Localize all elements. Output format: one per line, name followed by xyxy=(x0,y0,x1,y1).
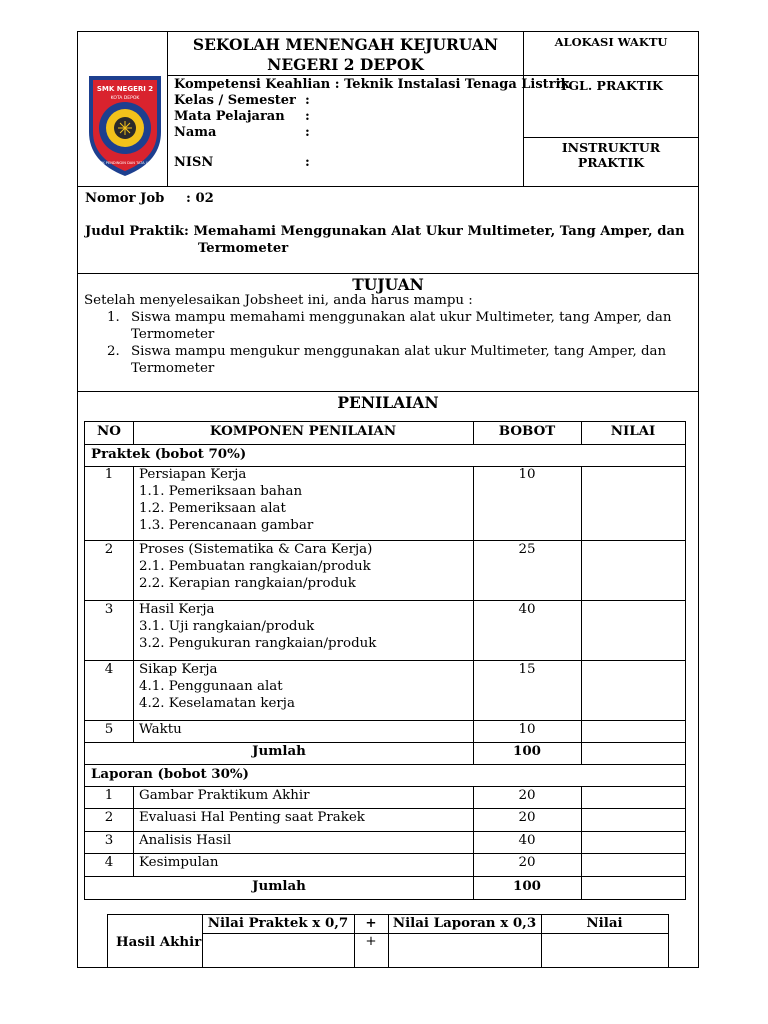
praktek-jumlah-label: Jumlah xyxy=(252,743,306,759)
info-sep: : xyxy=(305,125,310,140)
table-row-sub: 4.1. Penggunaan alat xyxy=(139,679,283,694)
hasil-akhir-label: Hasil Akhir xyxy=(116,934,202,950)
table-row-sub: 3.1. Uji rangkaian/produk xyxy=(139,619,315,634)
table-row-no: 4 xyxy=(104,855,114,870)
nomor-job-label: Nomor Job xyxy=(85,191,165,206)
praktek-section-title: Praktek (bobot 70%) xyxy=(91,446,247,462)
school-logo xyxy=(85,70,165,180)
col-header-komponen: KOMPONEN PENILAIAN xyxy=(209,423,397,439)
info-kompetensi xyxy=(174,77,569,93)
judul-praktik-label: Judul Praktik xyxy=(85,224,185,239)
praktek-jumlah-value: 100 xyxy=(513,743,541,759)
info-sep: : xyxy=(305,109,310,124)
tgl-praktik-label: TGL. PRAKTIK xyxy=(524,76,698,138)
school-title-line1: SEKOLAH MENENGAH KEJURUAN xyxy=(192,35,499,54)
table-row-sub: 4.2. Keselamatan kerja xyxy=(139,696,295,711)
plus-sign: + xyxy=(365,915,377,931)
table-row-no: 3 xyxy=(104,833,114,848)
info-sep: : xyxy=(305,155,310,170)
penilaian-table xyxy=(84,421,686,900)
table-row-bobot: 40 xyxy=(518,602,536,617)
table-row-label: Hasil Kerja xyxy=(139,602,215,617)
table-row-no: 2 xyxy=(104,810,114,825)
penilaian-title: PENILAIAN xyxy=(337,393,439,412)
table-row-sub: 1.2. Pemeriksaan alat xyxy=(139,501,286,516)
col-header-nilai: NILAI xyxy=(610,423,656,439)
school-title xyxy=(168,32,524,76)
tujuan-item-num: 2. xyxy=(107,344,120,359)
col-header-no: NO xyxy=(97,423,121,439)
plus-sign: + xyxy=(365,934,377,949)
tujuan-item-num: 1. xyxy=(107,310,120,325)
table-row-label: Persiapan Kerja xyxy=(139,467,247,482)
info-label: Kelas / Semester xyxy=(174,93,296,108)
tujuan-intro: Setelah menyelesaikan Jobsheet ini, anda harus mampu : xyxy=(84,293,473,308)
logo-top-text: SMK NEGERI 2 xyxy=(96,85,154,93)
info-mapel xyxy=(174,109,310,125)
table-row-bobot: 40 xyxy=(518,833,536,848)
table-row-sub: 1.1. Pemeriksaan bahan xyxy=(139,484,303,499)
info-sep: : xyxy=(334,77,340,92)
info-kelas xyxy=(174,93,310,109)
info-label: NISN xyxy=(174,155,214,170)
table-row-label: Analisis Hasil xyxy=(139,833,232,848)
laporan-jumlah-label: Jumlah xyxy=(252,878,306,894)
table-row-no: 3 xyxy=(104,602,114,617)
instruktur-line1: INSTRUKTUR xyxy=(561,140,661,155)
judul-praktik-line2: Termometer xyxy=(198,241,289,256)
table-row-label: Evaluasi Hal Penting saat Prakek xyxy=(139,810,365,825)
info-nama xyxy=(174,125,310,141)
info-label: Kompetensi Keahlian xyxy=(174,77,331,92)
table-row-bobot: 20 xyxy=(518,855,536,870)
table-row-bobot: 10 xyxy=(518,722,536,737)
laporan-jumlah-value: 100 xyxy=(513,878,541,894)
nilai-praktek-header: Nilai Praktek x 0,7 xyxy=(207,915,349,931)
table-row-bobot: 10 xyxy=(518,467,536,482)
logo-ring-text: TEKNIK PENDINGIN DAN TATA UDARA xyxy=(91,161,159,165)
tujuan-item-2: Siswa mampu mengukur menggunakan alat ukur Multimeter, tang Amper, dan xyxy=(131,344,667,359)
info-label: Nama xyxy=(174,125,217,140)
info-value: Teknik Instalasi Tenaga Listrik xyxy=(344,77,570,92)
tujuan-title: TUJUAN xyxy=(352,275,424,294)
table-row-sub: 1.3. Perencanaan gambar xyxy=(139,518,314,533)
tujuan-item-1-cont: Termometer xyxy=(131,327,215,342)
instruktur-label xyxy=(524,138,698,186)
table-row-bobot: 20 xyxy=(518,788,536,803)
info-label: Mata Pelajaran xyxy=(174,109,285,124)
info-nisn xyxy=(174,155,310,171)
judul-praktik-line1: : Memahami Menggunakan Alat Ukur Multimeter, Tang Amper, dan xyxy=(184,224,685,239)
table-row-sub: 2.1. Pembuatan rangkaian/produk xyxy=(139,559,371,574)
nilai-laporan-header: Nilai Laporan x 0,3 xyxy=(392,915,537,931)
instruktur-line2: PRAKTIK xyxy=(577,155,645,170)
table-row-label: Sikap Kerja xyxy=(139,662,218,677)
table-row-no: 2 xyxy=(104,542,114,557)
table-row-sub: 3.2. Pengukuran rangkaian/produk xyxy=(139,636,377,651)
table-row-label: Waktu xyxy=(139,722,182,737)
school-title-line2: NEGERI 2 DEPOK xyxy=(267,55,424,74)
table-row-label: Gambar Praktikum Akhir xyxy=(139,788,310,803)
logo-cell xyxy=(78,32,168,186)
table-row-label: Kesimpulan xyxy=(139,855,219,870)
tujuan-section xyxy=(77,273,699,392)
laporan-section-title: Laporan (bobot 30%) xyxy=(91,766,249,782)
col-header-bobot: BOBOT xyxy=(498,423,556,439)
tujuan-item-2-cont: Termometer xyxy=(131,361,215,376)
job-section xyxy=(77,186,699,274)
student-info xyxy=(168,76,570,186)
hasil-akhir-table xyxy=(107,914,669,968)
nilai-header: Nilai xyxy=(586,915,623,931)
table-row-bobot: 25 xyxy=(518,542,536,557)
right-column xyxy=(524,32,698,186)
nomor-job-value: : 02 xyxy=(186,191,214,206)
tujuan-item-1: Siswa mampu memahami menggunakan alat ukur Multimeter, tang Amper, dan xyxy=(131,310,672,325)
table-row-bobot: 15 xyxy=(518,662,536,677)
logo-sub-text: KOTA DEPOK xyxy=(110,96,140,101)
table-row-no: 4 xyxy=(104,662,114,677)
table-row-no: 1 xyxy=(104,467,114,482)
table-row-no: 5 xyxy=(104,722,114,737)
table-row-bobot: 20 xyxy=(518,810,536,825)
table-row-sub: 2.2. Kerapian rangkaian/produk xyxy=(139,576,356,591)
judul-praktik xyxy=(85,224,685,241)
info-sep: : xyxy=(305,93,310,108)
table-row-label: Proses (Sistematika & Cara Kerja) xyxy=(139,542,373,557)
nomor-job xyxy=(85,191,214,208)
header-table xyxy=(77,31,699,187)
alokasi-waktu-label: ALOKASI WAKTU xyxy=(524,32,698,76)
table-row-no: 1 xyxy=(104,788,114,803)
